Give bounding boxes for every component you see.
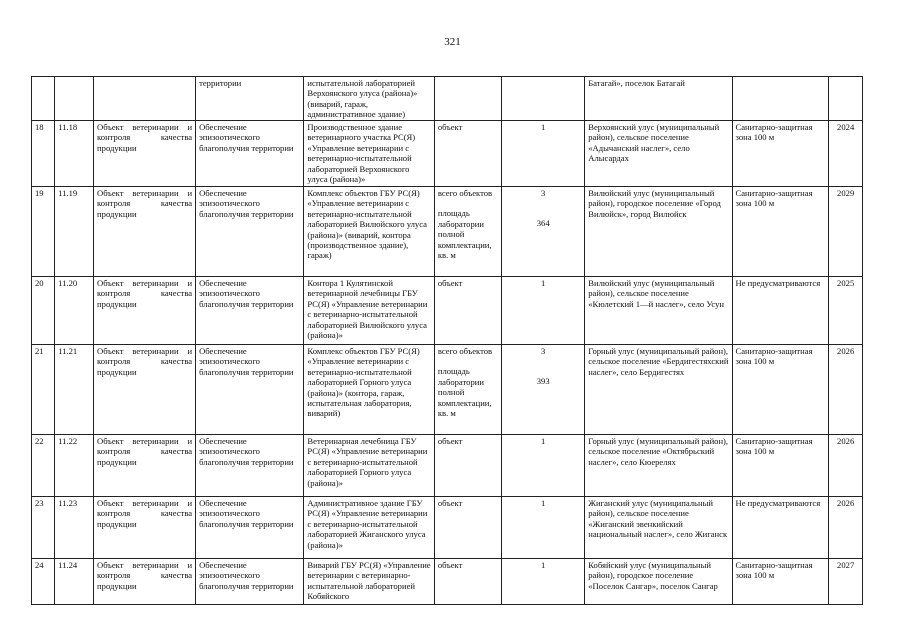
cell-location: Кобяйский улус (муниципальный район), городское поселение «Поселок Сангар», поселок Сангар: [585, 559, 732, 605]
cell-no: 21: [32, 345, 55, 435]
cell-zone: [732, 121, 829, 187]
cell-qty: 1: [502, 435, 585, 497]
cell-purpose: Обеспечение эпизоотического благополучия территории: [196, 187, 304, 277]
table-row: [32, 187, 863, 277]
cell-unit: объект: [434, 121, 501, 187]
cell-code: 11.18: [55, 121, 94, 187]
cell-no: 22: [32, 435, 55, 497]
cell-location: Вилюйский улус (муниципальный район), сельское поселение «Кюлетский 1—й наслег», село Усун: [585, 277, 732, 345]
cell-unit: объект: [434, 277, 501, 345]
unit-secondary: площадь лаборатории полной комплектации, кв. м: [437, 366, 492, 419]
qty-secondary: 393: [536, 376, 550, 387]
cell-zone: [732, 277, 829, 345]
cell-description: Комплекс объектов ГБУ РС(Я) «Управление ветеринарии с ветеринарно-испытательной лабораторией Горного улуса (района)» (контора, гараж, испытательная лаборатория, виварий): [304, 345, 434, 435]
cell-purpose: Обеспечение эпизоотического благополучия территории: [196, 277, 304, 345]
cell-location: Батагай», поселок Батагай: [585, 77, 732, 121]
cell-object: [94, 77, 196, 121]
cell-year: 2026: [829, 435, 863, 497]
cell-location: Жиганский улус (муниципальный район), сельское поселение «Жиганский эвенкийский национальный наслег», село Жиганск: [585, 497, 732, 559]
cell-code: [55, 77, 94, 121]
cell-zone: [732, 187, 829, 277]
table-row: [32, 559, 863, 605]
cell-year: 2027: [829, 559, 863, 605]
page-number: 321: [444, 36, 461, 48]
cell-unit: [434, 77, 501, 121]
cell-no: 18: [32, 121, 55, 187]
cell-unit: объект: [434, 435, 501, 497]
cell-description: Комплекс объектов ГБУ РС(Я) «Управление ветеринарии с ветеринарно-испытательной лабораторией Вилюйского улуса (района)» (виварий, контора (производственное здание), гараж): [304, 187, 434, 277]
cell-qty: 1: [502, 497, 585, 559]
cell-no: 20: [32, 277, 55, 345]
zone-text: Санитарно-защитная зона 100 м: [735, 346, 813, 367]
cell-description: Виварий ГБУ РС(Я) «Управление ветеринарии с ветеринарно-испытательной лабораторией Кобяйского: [304, 559, 434, 605]
cell-year: 2024: [829, 121, 863, 187]
objects-table: [31, 76, 863, 605]
cell-zone: [732, 435, 829, 497]
qty-primary: 3: [541, 188, 546, 198]
cell-qty: [502, 77, 585, 121]
cell-year: [829, 77, 863, 121]
cell-zone: [732, 77, 829, 121]
cell-no: 23: [32, 497, 55, 559]
table-row-continuation: [32, 77, 863, 121]
zone-text: Санитарно-защитная зона 100 м: [735, 560, 813, 581]
cell-zone: [732, 345, 829, 435]
cell-location: Горный улус (муниципальный район), сельское поселение «Октябрьский наслег», село Кюерелях: [585, 435, 732, 497]
cell-code: 11.23: [55, 497, 94, 559]
cell-unit: [434, 187, 501, 277]
cell-code: 11.19: [55, 187, 94, 277]
cell-location: Горный улус (муниципальный район), сельское поселение «Бердигестяхский наслег», село Бердигестях: [585, 345, 732, 435]
unit-primary: всего объектов: [437, 346, 493, 356]
cell-object: Объект ветеринарии и контроля качества продукции: [94, 497, 196, 559]
table-row: [32, 435, 863, 497]
cell-no: 24: [32, 559, 55, 605]
cell-description: Контора 1 Кулятинской ветеринарной лечебницы ГБУ РС(Я) «Управление ветеринарии с ветеринарно-испытательной лабораторией Вилюйского улуса (района)»: [304, 277, 434, 345]
cell-qty: 1: [502, 559, 585, 605]
cell-code: 11.24: [55, 559, 94, 605]
zone-text: Не предусматриваются: [735, 498, 821, 508]
cell-code: 11.21: [55, 345, 94, 435]
cell-object: Объект ветеринарии и контроля качества продукции: [94, 121, 196, 187]
cell-object: Объект ветеринарии и контроля качества продукции: [94, 435, 196, 497]
cell-code: 11.20: [55, 277, 94, 345]
table-row: [32, 277, 863, 345]
unit-primary: всего объектов: [437, 188, 493, 198]
cell-purpose: Обеспечение эпизоотического благополучия территории: [196, 121, 304, 187]
unit-secondary: площадь лаборатории полной комплектации, кв. м: [437, 208, 492, 261]
cell-object: Объект ветеринарии и контроля качества продукции: [94, 187, 196, 277]
cell-zone: [732, 559, 829, 605]
table-row: [32, 497, 863, 559]
cell-object: Объект ветеринарии и контроля качества продукции: [94, 559, 196, 605]
cell-unit: объект: [434, 497, 501, 559]
cell-year: 2029: [829, 187, 863, 277]
cell-location: Вилюйский улус (муниципальный район), городское поселение «Город Вилюйск», город Вилюйск: [585, 187, 732, 277]
cell-purpose: Обеспечение эпизоотического благополучия территории: [196, 497, 304, 559]
qty-primary: 3: [541, 346, 546, 356]
cell-qty: 1: [502, 121, 585, 187]
cell-code: 11.22: [55, 435, 94, 497]
cell-no: [32, 77, 55, 121]
cell-year: 2025: [829, 277, 863, 345]
table-row: [32, 345, 863, 435]
zone-text: Санитарно-защитная зона 100 м: [735, 188, 813, 209]
zone-text: Санитарно-защитная зона 100 м: [735, 122, 813, 143]
cell-purpose: Обеспечение эпизоотического благополучия территории: [196, 435, 304, 497]
cell-purpose: Обеспечение эпизоотического благополучия территории: [196, 345, 304, 435]
cell-purpose: Обеспечение эпизоотического благополучия территории: [196, 559, 304, 605]
cell-location: Верхоянский улус (муниципальный район), сельское поселение «Адычанский наслег», село Алысардах: [585, 121, 732, 187]
cell-description: Производственное здание ветеринарного участка РС(Я) «Управление ветеринарии с ветеринарно-испытательной лабораторией Верхоянского улуса (района)»: [304, 121, 434, 187]
cell-zone: [732, 497, 829, 559]
cell-description: испытательной лабораторией Верхоянского улуса (района)» (виварий, гараж, административное здание): [304, 77, 434, 121]
cell-qty: 1: [502, 277, 585, 345]
zone-text: Санитарно-защитная зона 100 м: [735, 436, 813, 457]
cell-description: Административное здание ГБУ РС(Я) «Управление ветеринарии с ветеринарно-испытательной лабораторией Жиганского улуса (района)»: [304, 497, 434, 559]
cell-unit: [434, 345, 501, 435]
zone-text: Не предусматриваются: [735, 278, 821, 288]
cell-unit: объект: [434, 559, 501, 605]
table-row: [32, 121, 863, 187]
cell-year: 2026: [829, 497, 863, 559]
cell-no: 19: [32, 187, 55, 277]
cell-object: Объект ветеринарии и контроля качества продукции: [94, 277, 196, 345]
cell-description: Ветеринарная лечебница ГБУ РС(Я) «Управление ветеринарии с ветеринарно-испытательной лабораторией Горного улуса (района)»: [304, 435, 434, 497]
cell-object: Объект ветеринарии и контроля качества продукции: [94, 345, 196, 435]
cell-qty: [502, 187, 585, 277]
cell-purpose: территории: [196, 77, 304, 121]
qty-secondary: 364: [536, 218, 550, 229]
cell-qty: [502, 345, 585, 435]
cell-year: 2026: [829, 345, 863, 435]
